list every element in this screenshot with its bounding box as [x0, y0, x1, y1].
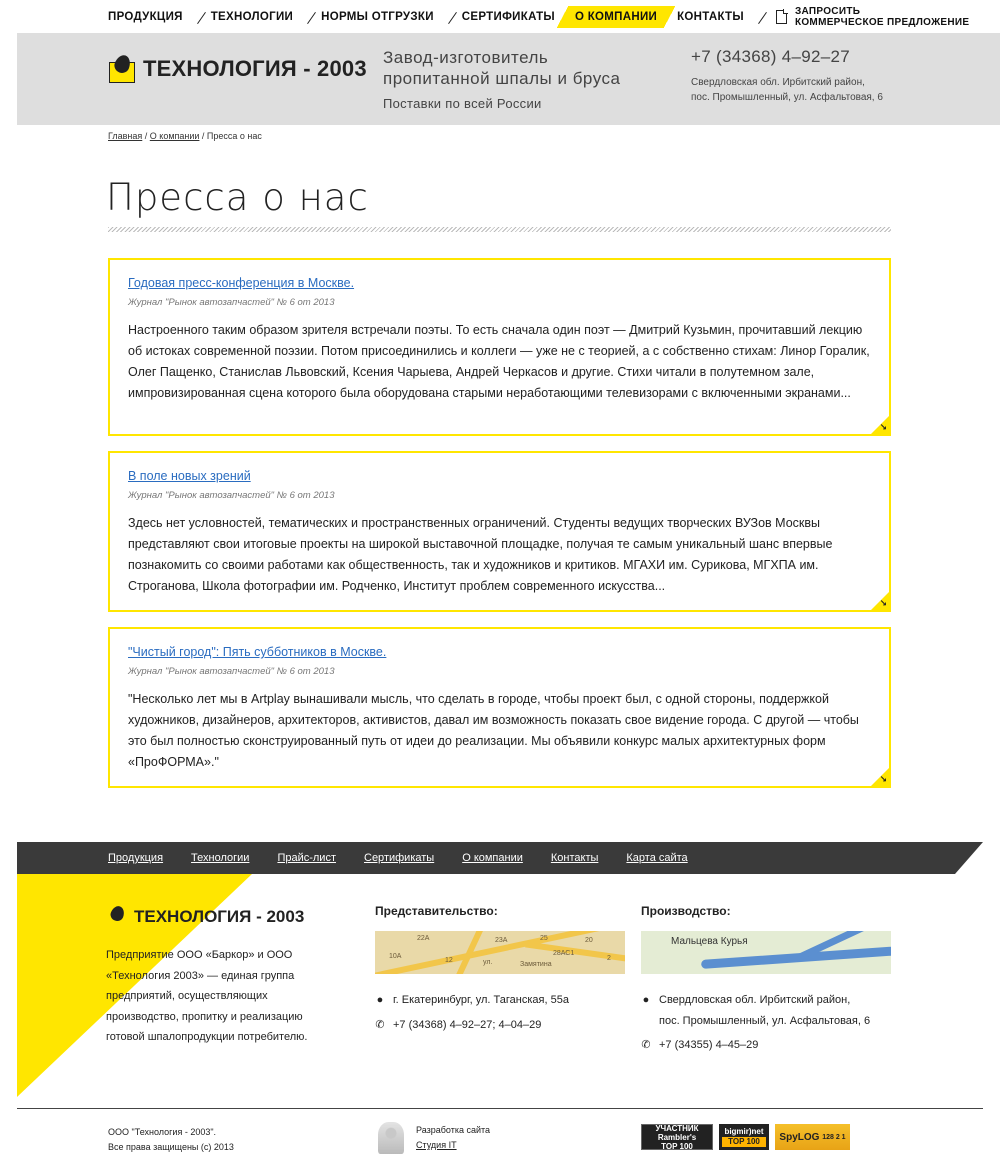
production-map[interactable]: [641, 931, 891, 974]
header-contact: [691, 47, 883, 105]
map-label: 28АС1: [553, 950, 575, 957]
nav-separator: [756, 0, 772, 33]
topnav-item-certificates[interactable]: СЕРТИФИКАТЫ: [461, 10, 555, 23]
map-label: 10А: [389, 953, 402, 960]
footer-link-sitemap[interactable]: Карта сайта: [626, 852, 688, 864]
copyright-line-2: Все права защищены (с) 2013: [108, 1142, 234, 1152]
footer-description: Предприятие ООО «Баркор» и ООО «Технология 2003» — единая группа предприятий, осуществляющих производство, пропитку и реализацию готовой шпалопродукции потребителю.: [106, 949, 308, 1043]
copyright: [108, 1125, 234, 1155]
footer-link-contacts[interactable]: Контакты: [550, 852, 599, 864]
phone-icon: ✆: [375, 1018, 385, 1031]
map-pin-icon: ●: [642, 994, 650, 1006]
bigmir-counter[interactable]: [719, 1124, 769, 1150]
production-phone-row: [641, 1035, 891, 1056]
nav-separator: [305, 0, 321, 33]
tagline-line-2: пропитанной шпалы и бруса: [383, 69, 621, 88]
footer-link-about[interactable]: О компании: [462, 852, 523, 864]
press-article: [108, 627, 891, 788]
spylog-text: SpyLOG: [779, 1131, 820, 1143]
production-address-line-2: пос. Промышленный, ул. Асфальтовая, 6: [659, 1014, 871, 1027]
page-title: Пресса о нас: [106, 176, 369, 219]
article-title-link[interactable]: Годовая пресс-конференция в Москве.: [128, 276, 355, 290]
office-phone-row: [375, 1015, 625, 1036]
article-title-link[interactable]: В поле новых зрений: [128, 469, 251, 483]
production-address: [659, 990, 870, 1031]
article-excerpt: Здесь нет условностей, тематических и пространственных ограничений. Студенты ведущих творческих ВУЗов Москвы представляют свои итоговые проекты на широкой выставочной площадке, получая те самым уникальный шанс впервые познакомить со своими работами как общественность, так и художников и критиков. МГАХИ им. Сурикова, МГХПА им. Строганова, Школа фотографии им. Родченко, Институт проблем современного искусства...: [128, 516, 833, 593]
topnav-item-technologies[interactable]: ТЕХНОЛОГИИ: [210, 10, 294, 23]
counters: [641, 1124, 850, 1150]
rambler-top-text: УЧАСТНИК: [655, 1123, 699, 1133]
map-pin-icon: ●: [376, 994, 384, 1006]
production-address-line-1: Свердловская обл. Ирбитский район,: [659, 994, 851, 1006]
document-icon: [776, 10, 787, 24]
production-address-row: [641, 990, 891, 1031]
developer-label: Разработка сайта: [416, 1125, 491, 1135]
footer-bottom-divider: [17, 1108, 983, 1109]
breadcrumb-home[interactable]: Главная: [108, 131, 143, 141]
map-label: 2: [607, 955, 611, 962]
map-label: Мальцева Курья: [671, 936, 748, 947]
phone-icon: ✆: [641, 1039, 651, 1051]
logo-drop-icon: [108, 906, 130, 928]
header-band: [17, 33, 1000, 125]
request-line-2: КОММЕРЧЕСКОЕ ПРЕДЛОЖЕНИЕ: [794, 16, 970, 28]
footer-link-products[interactable]: Продукция: [108, 852, 164, 864]
rambler-counter[interactable]: [641, 1124, 713, 1150]
request-line-1: ЗАПРОСИТЬ: [794, 5, 861, 17]
arrow-down-right-icon[interactable]: ↘: [879, 422, 887, 432]
request-offer-label: [795, 6, 969, 28]
top-navigation: [108, 0, 981, 33]
topnav-item-shipping-norms[interactable]: НОРМЫ ОТГРУЗКИ: [321, 10, 434, 23]
press-article: [108, 451, 891, 612]
tagline-line-1: Завод-изготовитель: [383, 48, 549, 67]
footer-office-column: [375, 904, 625, 1035]
developer-link[interactable]: Студия IT: [416, 1140, 457, 1150]
production-heading: Производство:: [641, 904, 731, 918]
studio-crest-icon: [378, 1122, 404, 1154]
map-label: 12: [445, 957, 453, 964]
bigmir-top-text: bigmir)net: [724, 1127, 764, 1136]
map-label: ул.: [483, 959, 493, 966]
header-address-line-2: пос. Промышленный, ул. Асфальтовая, 6: [691, 92, 883, 103]
map-label: 20: [585, 937, 593, 944]
topnav-item-contacts[interactable]: КОНТАКТЫ: [677, 10, 744, 23]
map-label: 25: [540, 935, 548, 942]
breadcrumb: [108, 131, 262, 141]
footer-production-column: [641, 904, 891, 1056]
footer-logo-text: ТЕХНОЛОГИЯ - 2003: [134, 907, 305, 926]
topnav-item-about-active[interactable]: О КОМПАНИИ: [557, 6, 675, 28]
office-phone: +7 (34368) 4–92–27; 4–04–29: [393, 1018, 542, 1031]
rambler-name: Rambler's: [657, 1132, 697, 1142]
spylog-numbers: 128 2 1: [822, 1133, 846, 1141]
press-article: [108, 258, 891, 436]
header-phone: +7 (34368) 4–92–27: [691, 47, 851, 66]
office-map[interactable]: [375, 931, 625, 974]
article-title-link[interactable]: "Чистый город": Пять субботников в Москве.: [128, 645, 387, 659]
nav-separator: [446, 0, 462, 33]
footer-logo[interactable]: [108, 906, 304, 928]
arrow-down-right-icon[interactable]: ↘: [879, 598, 887, 608]
tagline: [383, 47, 620, 111]
breadcrumb-separator: /: [142, 131, 150, 141]
arrow-down-right-icon[interactable]: ↘: [879, 774, 887, 784]
article-source: Журнал "Рынок автозапчастей" № 6 от 2013: [128, 666, 335, 677]
article-excerpt: "Несколько лет мы в Artplay вынашивали мысль, что сделать в городе, чтобы проект был, с одной стороны, поддержкой художников, дизайнеров, архитекторов, активистов, давал им возможность показать свое видение города. С другой — чтобы это был полностью сконструированный путь от идеи до реализации. Мы объявили конкурс малых архитектурных форм «ПроФОРМА».": [128, 692, 859, 769]
article-source: Журнал "Рынок автозапчастей" № 6 от 2013: [128, 297, 335, 308]
topnav-item-products[interactable]: ПРОДУКЦИЯ: [108, 10, 183, 23]
request-offer-link[interactable]: [772, 0, 981, 33]
site-logo[interactable]: [109, 55, 367, 83]
tagline-subtitle: Поставки по всей России: [383, 96, 542, 111]
logo-drop-icon: [109, 55, 137, 83]
header-address-line-1: Свердловская обл. Ирбитский район,: [691, 77, 865, 88]
copyright-line-1: ООО "Технология - 2003".: [108, 1127, 217, 1137]
developer-credit: [378, 1122, 490, 1154]
title-divider: [108, 227, 891, 232]
map-label: Замятина: [520, 961, 552, 968]
office-address: г. Екатеринбург, ул. Таганская, 55а: [393, 994, 569, 1006]
map-label: 22А: [417, 935, 430, 942]
footer-navigation: [108, 842, 688, 874]
production-phone: +7 (34355) 4–45–29: [659, 1039, 759, 1051]
article-source: Журнал "Рынок автозапчастей" № 6 от 2013: [128, 490, 335, 501]
article-excerpt: Настроенного таким образом зрителя встречали поэты. То есть сначала один поэт — Дмитрий Кузьмин, прочитавший лекцию об истоках современной поэзии. Потом присоединились и коллеги — уже не с теорией, а с собственно стихам: Линор Горалик, Олег Пащенко, Станислав Львовский, Ксения Чарыева, Андрей Черкасов и другие. Стихи читали в полутемном зале, импровизированная сцена которого была оборудована старыми неработающими телевизорами с включенными экранами...: [128, 323, 870, 400]
office-heading: Представительство:: [375, 904, 498, 918]
logo-text: ТЕХНОЛОГИЯ - 2003: [143, 56, 367, 81]
footer-link-price-list[interactable]: Прайс-лист: [277, 852, 336, 864]
breadcrumb-about[interactable]: О компании: [149, 131, 200, 141]
rambler-badge: TOP 100: [661, 1141, 693, 1151]
spylog-counter[interactable]: [775, 1124, 850, 1150]
nav-separator: [195, 0, 211, 33]
map-label: 23А: [495, 937, 508, 944]
footer-link-technologies[interactable]: Технологии: [191, 852, 250, 864]
footer-link-certificates[interactable]: Сертификаты: [364, 852, 435, 864]
bigmir-bottom-text: TOP 100: [722, 1137, 766, 1147]
breadcrumb-current: / Пресса о нас: [199, 131, 262, 141]
office-address-row: [375, 990, 625, 1011]
